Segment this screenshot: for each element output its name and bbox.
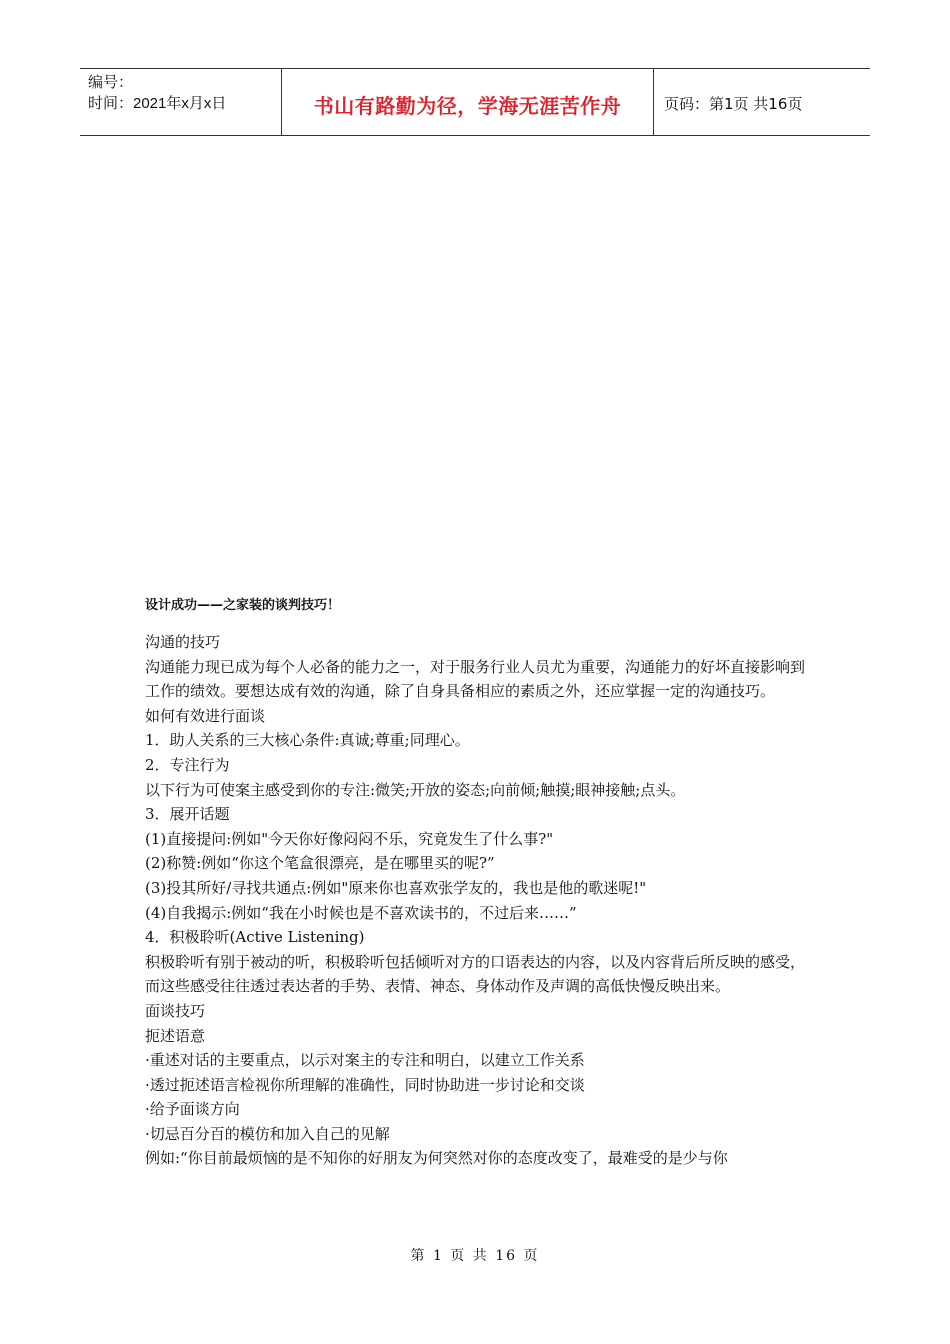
header-table — [80, 68, 870, 136]
time-label: 时间：2021年x月x日 — [88, 95, 227, 112]
paragraph: 以下行为可使案主感受到你的专注:微笑;开放的姿态;向前倾;触摸;眼神接触;点头。 — [145, 780, 686, 799]
paragraph: (2)称赞:例如“你这个笔盒很漂亮，是在哪里买的呢?” — [145, 854, 495, 873]
paragraph: (3)投其所好/寻找共通点:例如"原来你也喜欢张学友的，我也是他的歌迷呢!" — [145, 878, 647, 897]
paragraph: 4．积极聆听(Active Listening) — [145, 928, 365, 947]
paragraph: 如何有效进行面谈 — [145, 706, 266, 725]
paragraph: ·给予面谈方向 — [145, 1100, 240, 1119]
header-meta-cell — [80, 69, 282, 135]
page-info: 页码：第1页 共16页 — [664, 94, 803, 113]
paragraph: ·透过扼述语言检视你所理解的准确性，同时协助进一步讨论和交谈 — [145, 1075, 585, 1094]
paragraph: 积极聆听有别于被动的听，积极聆听包括倾听对方的口语表达的内容，以及内容背后所反映的感受，而这些感受往往透过表达者的手势、表情、神态、身体动作及声调的高低快慢反映出来。 — [145, 952, 806, 996]
paragraph: 3．展开话题 — [145, 805, 230, 824]
paragraph: (4)自我揭示:例如“我在小时候也是不喜欢读书的，不过后来……” — [145, 903, 577, 922]
header-motto-cell — [282, 69, 654, 135]
page-footer: 第 1 页 共 16 页 — [410, 1248, 540, 1264]
document-body — [145, 596, 815, 1171]
paragraph: ·切忌百分百的模仿和加入自己的见解 — [145, 1124, 390, 1143]
paragraph: 沟通能力现已成为每个人必备的能力之一，对于服务行业人员尤为重要，沟通能力的好坏直接影响到工作的绩效。要想达成有效的沟通，除了自身具备相应的素质之外，还应掌握一定的沟通技巧。 — [145, 657, 806, 701]
header-page-cell — [654, 69, 870, 135]
paragraph: 1．助人关系的三大核心条件:真诚;尊重;同理心。 — [145, 731, 470, 750]
number-label: 编号： — [88, 74, 134, 91]
paragraph: (1)直接提问:例如"今天你好像闷闷不乐，究竟发生了什么事?" — [145, 829, 554, 848]
paragraph: 面谈技巧 — [145, 1001, 206, 1020]
document-title: 设计成功——之家装的谈判技巧！ — [145, 598, 341, 613]
motto: 书山有路勤为径，学海无涯苦作舟 — [313, 93, 622, 118]
paragraph: 例如:“你目前最烦恼的是不知你的好朋友为何突然对你的态度改变了，最难受的是少与你 — [145, 1149, 728, 1168]
paragraph: 扼述语意 — [145, 1026, 206, 1045]
paragraph: 2．专注行为 — [145, 755, 230, 774]
paragraph-list — [145, 630, 815, 1171]
paragraph: 沟通的技巧 — [145, 633, 221, 651]
paragraph: ·重述对话的主要重点，以示对案主的专注和明白，以建立工作关系 — [145, 1051, 585, 1070]
